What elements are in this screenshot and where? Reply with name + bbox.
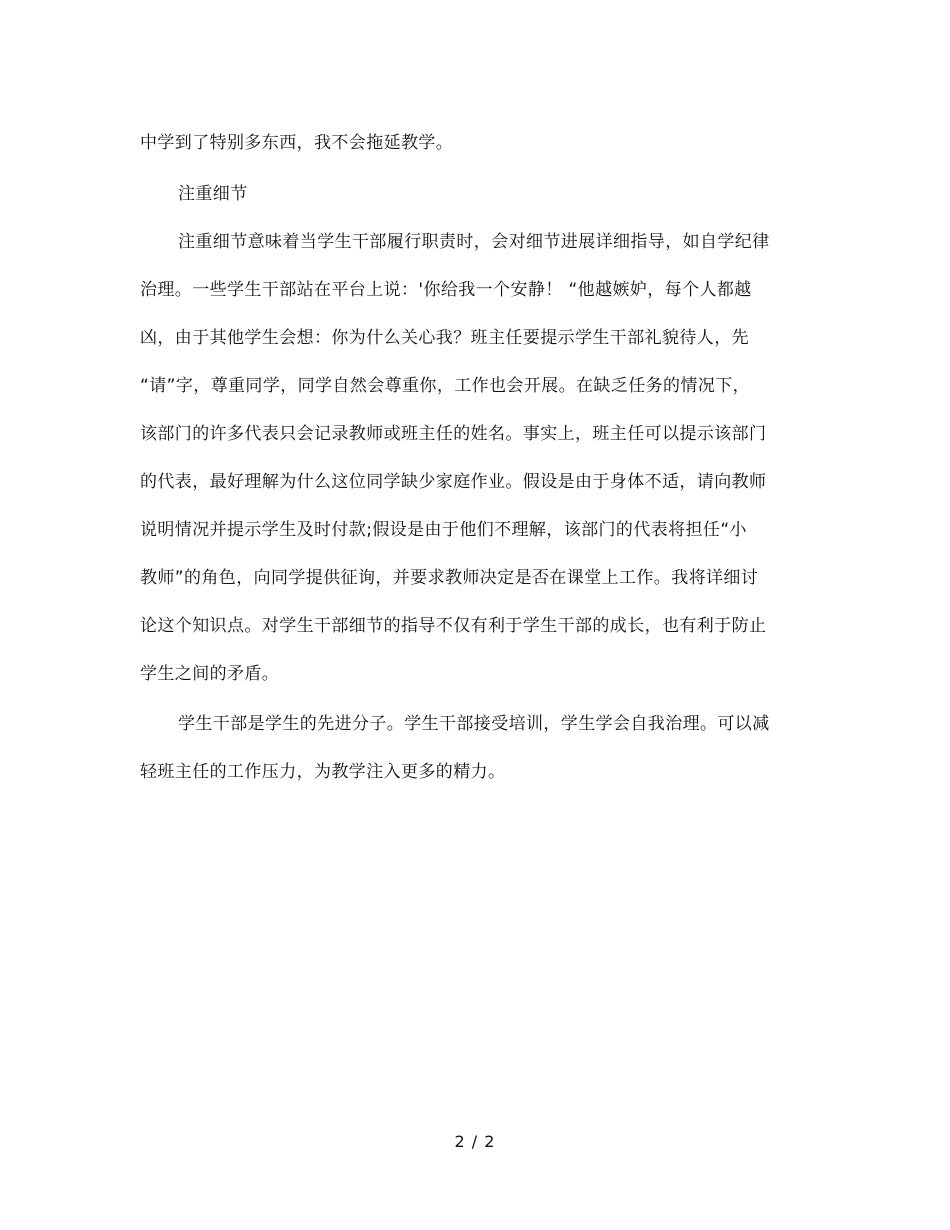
paragraph-line: 该部门的许多代表只会记录教师或班主任的姓名。事实上，班主任可以提示该部门 [140, 424, 767, 444]
paragraph-line: 的代表，最好理解为什么这位同学缺少家庭作业。假设是由于身体不适，请向教师 [140, 472, 767, 492]
paragraph-line: 学生干部是学生的先进分子。学生干部接受培训，学生学会自我治理。可以减 [178, 714, 770, 734]
paragraph-line: 注重细节意味着当学生干部履行职责时，会对细节进展详细指导，如自学纪律 [178, 232, 770, 252]
page-number: 2 / 2 [454, 1132, 496, 1151]
paragraph-line: 论这个知识点。对学生干部细节的指导不仅有利于学生干部的成长，也有利于防止 [140, 616, 767, 636]
paragraph-line: “请”字，尊重同学，同学自然会尊重你，工作也会开展。在缺乏任务的情况下， [140, 376, 751, 396]
paragraph-line: 治理。一些学生干部站在平台上说：'你给我一个安静！ “他越嫉妒，每个人都越 [140, 280, 752, 300]
paragraph-line: 中学到了特别多东西，我不会拖延教学。 [140, 133, 454, 153]
paragraph-line: 教师”的角色，向同学提供征询，并要求教师决定是否在课堂上工作。我将详细讨 [140, 568, 759, 588]
section-heading: 注重细节 [178, 184, 248, 204]
paragraph-line: 轻班主任的工作压力，为教学注入更多的精力。 [140, 762, 506, 782]
paragraph-line: 凶，由于其他学生会想：你为什么关心我？班主任要提示学生干部礼貌待人，先 [140, 328, 749, 348]
paragraph-line: 说明情况并提示学生及时付款;假设是由于他们不理解，该部门的代表将担任“小 [140, 520, 747, 540]
paragraph-line: 学生之间的矛盾。 [140, 664, 280, 684]
